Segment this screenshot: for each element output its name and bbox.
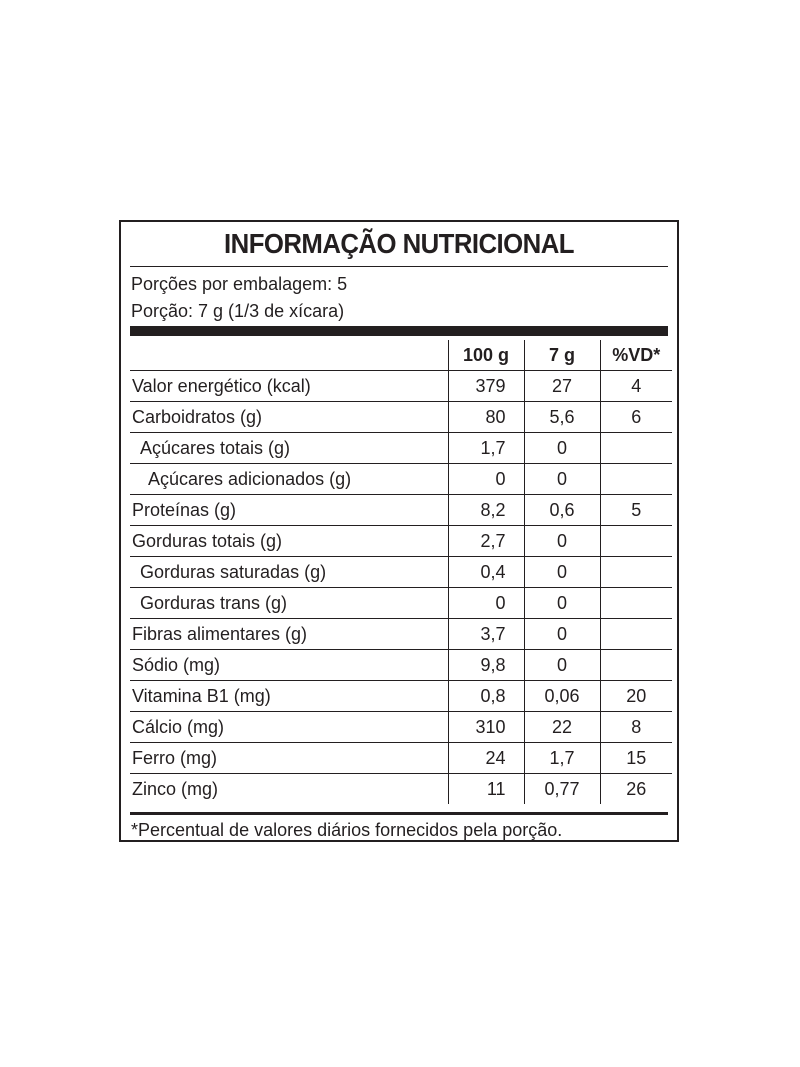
value-daily-percent [600, 588, 672, 619]
nutrient-name: Carboidratos (g) [130, 402, 448, 433]
value-daily-percent: 5 [600, 495, 672, 526]
value-per-100g: 1,7 [448, 433, 524, 464]
nutrition-table [130, 340, 672, 804]
value-per-serving: 27 [524, 371, 600, 402]
value-daily-percent [600, 433, 672, 464]
value-per-serving: 0,77 [524, 774, 600, 805]
value-per-serving: 0,6 [524, 495, 600, 526]
value-per-100g: 0,4 [448, 557, 524, 588]
table-row [130, 526, 672, 557]
table-row [130, 619, 672, 650]
value-per-100g: 3,7 [448, 619, 524, 650]
value-daily-percent: 4 [600, 371, 672, 402]
value-per-serving: 0 [524, 464, 600, 495]
value-daily-percent: 20 [600, 681, 672, 712]
table-row [130, 774, 672, 805]
value-per-serving: 0 [524, 433, 600, 464]
value-per-100g: 80 [448, 402, 524, 433]
value-per-serving: 0 [524, 650, 600, 681]
value-per-serving: 0 [524, 588, 600, 619]
value-per-100g: 0,8 [448, 681, 524, 712]
table-row [130, 712, 672, 743]
nutrient-name: Sódio (mg) [130, 650, 448, 681]
value-per-100g: 11 [448, 774, 524, 805]
footnote: *Percentual de valores diários fornecidos pela porção. [131, 820, 563, 840]
table-row [130, 371, 672, 402]
nutrient-name: Açúcares totais (g) [130, 433, 448, 464]
table-row [130, 681, 672, 712]
value-per-100g: 8,2 [448, 495, 524, 526]
value-per-serving: 1,7 [524, 743, 600, 774]
nutrition-facts-label [119, 220, 679, 842]
value-per-100g: 2,7 [448, 526, 524, 557]
nutrient-name: Cálcio (mg) [130, 712, 448, 743]
nutrient-name: Açúcares adicionados (g) [130, 464, 448, 495]
thick-divider [130, 326, 668, 336]
value-per-serving: 0,06 [524, 681, 600, 712]
table-row [130, 464, 672, 495]
header-nutrient [130, 340, 448, 371]
serving-size: Porção: 7 g (1/3 de xícara) [131, 301, 345, 321]
value-per-100g: 379 [448, 371, 524, 402]
table-row [130, 557, 672, 588]
value-per-serving: 22 [524, 712, 600, 743]
nutrient-name: Gorduras totais (g) [130, 526, 448, 557]
servings-per-package: Porções por embalagem: 5 [131, 274, 348, 294]
table-row [130, 743, 672, 774]
value-daily-percent: 26 [600, 774, 672, 805]
nutrient-name: Fibras alimentares (g) [130, 619, 448, 650]
header-per-serving: 7 g [524, 340, 600, 371]
nutrient-name: Zinco (mg) [132, 778, 219, 799]
table-row [130, 402, 672, 433]
value-per-serving: 0 [524, 619, 600, 650]
table-row [130, 650, 672, 681]
nutrient-name: Vitamina B1 (mg) [130, 681, 448, 712]
value-daily-percent [600, 557, 672, 588]
header-per-100g: 100 g [448, 340, 524, 371]
nutrient-name: Valor energético (kcal) [130, 371, 448, 402]
table-row [130, 433, 672, 464]
value-daily-percent [600, 464, 672, 495]
value-daily-percent: 6 [600, 402, 672, 433]
value-per-serving: 0 [524, 557, 600, 588]
value-daily-percent: 8 [600, 712, 672, 743]
value-daily-percent [600, 619, 672, 650]
nutrient-name: Proteínas (g) [130, 495, 448, 526]
label-title: INFORMAÇÃO NUTRICIONAL [224, 228, 574, 259]
nutrient-name: Gorduras saturadas (g) [130, 557, 448, 588]
value-per-100g: 310 [448, 712, 524, 743]
value-per-100g: 24 [448, 743, 524, 774]
value-daily-percent: 15 [600, 743, 672, 774]
nutrient-name: Gorduras trans (g) [130, 588, 448, 619]
footer-divider [130, 812, 668, 815]
value-daily-percent [600, 526, 672, 557]
value-per-100g: 9,8 [448, 650, 524, 681]
value-per-100g: 0 [448, 588, 524, 619]
table-row [130, 588, 672, 619]
table-row [130, 495, 672, 526]
value-per-100g: 0 [448, 464, 524, 495]
table-header-row [130, 340, 672, 371]
title-divider [130, 266, 668, 267]
value-daily-percent [600, 650, 672, 681]
header-daily-value: %VD* [600, 340, 672, 371]
value-per-serving: 0 [524, 526, 600, 557]
nutrient-name: Ferro (mg) [130, 743, 448, 774]
value-per-serving: 5,6 [524, 402, 600, 433]
